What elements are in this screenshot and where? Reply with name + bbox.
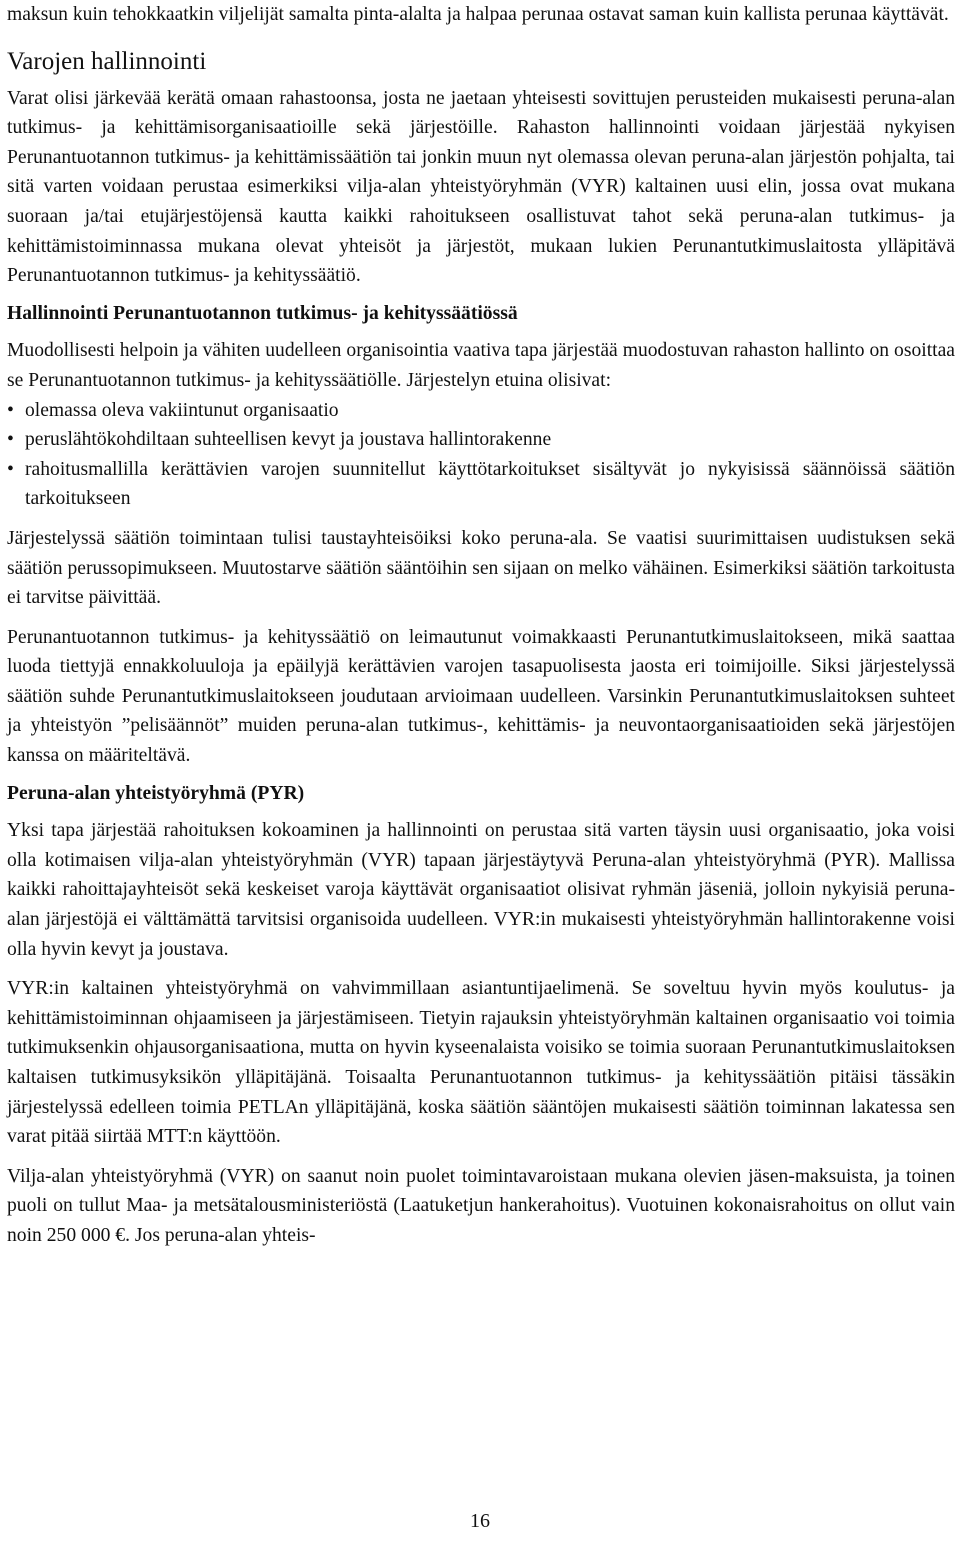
page-number: 16: [470, 1510, 490, 1532]
list-item-text: rahoitusmallilla kerättävien varojen suunnitellut käyttötarkoitukset sisältyvät jo nykyisissä säännöissä säätiön tarkoitukseen: [25, 458, 955, 510]
list-item-text: olemassa oleva vakiintunut organisaatio: [25, 399, 339, 421]
advantages-list: [7, 396, 955, 514]
intro-continuation: maksun kuin tehokkaatkin viljelijät samalta pinta-alalta ja halpaa perunaa ostavat saman kuin kallista perunaa käyttävät.: [7, 4, 949, 25]
list-item: [7, 455, 955, 514]
paragraph-pyr: Yksi tapa järjestää rahoituksen kokoaminen ja hallinnointi on perustaa sitä varten täysin uusi organisaatio, joka voisi olla kotimaisen vilja-alan yhteistyöryhmän (VYR) tapaan järjestäytyvä Peruna-alan yhteistyöryhmä (PYR). Mallissa kaikki rahoittajayhteisöt sekä keskeiset varoja käyttävät organisaatiot olisivat ryhmän jäseniä, jolloin nykyisiä peruna-alan järjestöjä ei välttämättä tarvitsisi organisoida uudelleen. VYR:in mukaisesti yhteistyöryhmän hallintorakenne voisi olla hyvin kevyt ja joustava.: [7, 820, 955, 960]
section-title: Varojen hallinnointi: [7, 47, 207, 75]
paragraph-leimautunut: Perunantuotannon tutkimus- ja kehityssäätiö on leimautunut voimakkaasti Perunantutkimuslaitokseen, mikä saattaa luoda tiettyjä ennakkoluuloja ja epäilyjä kerättävien varojen tasapuolisesta jaosta eri toimijoille. Siksi järjestelyssä säätiön suhde Perunantutkimuslaitokseen joudutaan arvioimaan uudelleen. Varsinkin Perunantutkimuslaitoksen suhteet ja yhteistyön ”pelisäännöt” muiden peruna-alan tutkimus-, kehittämis- ja neuvontaorganisaatioiden sekä järjestöjen kanssa on määriteltävä.: [7, 626, 955, 767]
subheading-pyr: Peruna-alan yhteistyöryhmä (PYR): [7, 782, 305, 804]
bullet-icon: •: [7, 429, 14, 451]
paragraph-vyr: VYR:in kaltainen yhteistyöryhmä on vahvimmillaan asiantuntijaelimenä. Se soveltuu hyvin myös koulutus- ja kehittämistoiminnan ohjaamiseen ja järjestämiseen. Tietyin rajauksin yhteistyöryhmän kaltainen organisaatio voi toimia tutkimuksenkin ohjausorganisaationa, mutta on hyvin kyseenalaista voisiko se toimia suoraan Perunantutkimuslaitoksen kaltaisen tutkimusyksikön ylläpitäjänä. Toisaalta Perunantuotannon tutkimus- ja kehityssäätiön pitäisi tässäkin järjestelyssä edelleen toimia PETLAn ylläpitäjänä, koska säätiön sääntöjen mukaisesti säätiön toiminnan lakatessa sen varat pitää siirtää MTT:n käyttöön.: [7, 978, 955, 1148]
list-item-text: peruslähtökohdiltaan suhteellisen kevyt ja joustava hallintorakenne: [25, 429, 552, 451]
paragraph-rahasto: Varat olisi järkevää kerätä omaan rahastoonsa, josta ne jaetaan yhteisesti sovittujen perusteiden mukaisesti peruna-alan tutkimus- ja kehittämisorganisaatioille sekä järjestöille. Rahaston hallinnointi voidaan järjestää nykyisen Perunantuotannon tutkimus- ja kehittämissäätiön tai jonkin muun nyt olemassa olevan peruna-alan järjestön pohjalta, tai sitä varten voidaan perustaa esimerkiksi vilja-alan yhteistyöryhmän (VYR) kaltainen uusi elin, jossa ovat mukana suoraan ja/tai etujärjestöjensä kautta kaikki rahoitukseen osallistuvat tahot sekä peruna-alan tutkimus- ja kehittämistoiminnassa mukana olevat yhteisöt ja järjestöt, mukaan lukien Perunantutkimuslaitosta ylläpitävä Perunantuotannon tutkimus- ja kehityssäätiö.: [7, 87, 955, 287]
bullet-icon: •: [7, 399, 14, 421]
bullet-icon: •: [7, 458, 14, 480]
list-item: [7, 425, 955, 455]
document-page: [7, 0, 955, 1251]
paragraph-saatio-intro: Muodollisesti helpoin ja vähiten uudelleen organisointia vaativa tapa järjestää muodostuvan rahaston hallinto on osoittaa se Perunantuotannon tutkimus- ja kehityssäätiölle. Järjestelyn etuina olisivat:: [7, 340, 955, 391]
paragraph-rahoitus: Vilja-alan yhteistyöryhmä (VYR) on saanut noin puolet toimintavaroistaan mukana olevien jäsen-maksuista, ja toinen puoli on tullut Maa- ja metsätalousministeriöstä (Laatuketjun hankerahoitus). Vuotuinen kokonaisrahoitus on ollut vain noin 250 000 €. Jos peruna-alan yhteis-: [7, 1165, 955, 1246]
paragraph-jarjestely: Järjestelyssä säätiön toimintaan tulisi taustayhteisöiksi koko peruna-ala. Se vaatisi suurimittaisen uudistuksen sekä säätiön perussopimukseen. Muutostarve säätiön sääntöihin sen sijaan on melko vähäinen. Esimerkiksi säätiön tarkoitusta ei tarvitse päivittää.: [7, 527, 955, 609]
subheading-saatio: Hallinnointi Perunantuotannon tutkimus- ja kehityssäätiössä: [7, 302, 518, 324]
list-item: [7, 396, 955, 426]
